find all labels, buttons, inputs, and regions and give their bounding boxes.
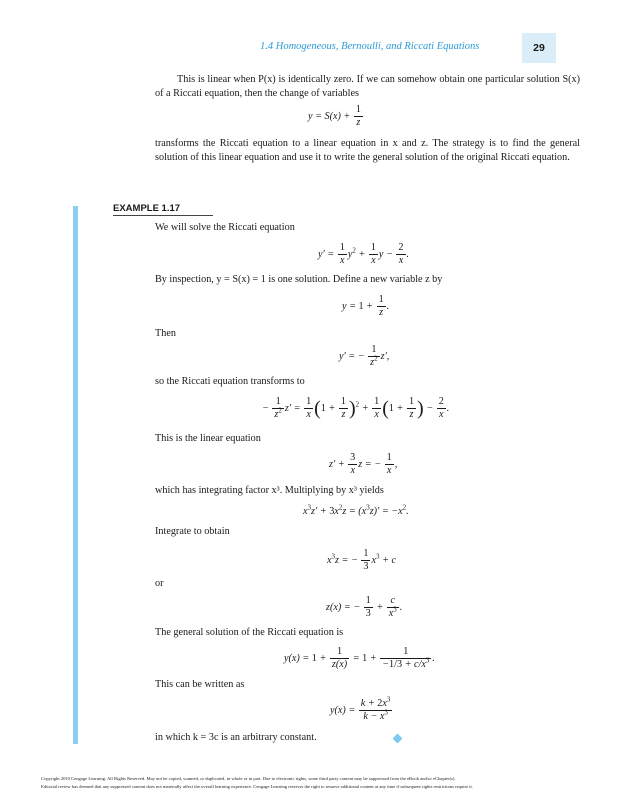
example-line-1: We will solve the Riccati equation <box>155 222 295 233</box>
intro-paragraph-1: This is linear when P(x) is identically zero. If we can somehow obtain one particular solution S(x) of a Riccati equation, then the change of variables <box>155 74 580 99</box>
example-line-9: The general solution of the Riccati equation is <box>155 627 344 638</box>
example-line-4: so the Riccati equation transforms to <box>155 376 305 387</box>
equation-transformed: − $\frac{1}{z^2}$ z′ = $\frac{1}{x}$ (1 + $\frac{1}{z}$ )$^2$ + $\frac{1}{x}$ (1 + $\frac{1}{z}$ ) − $\frac{2}{x}$ . <box>262 396 450 420</box>
example-line-5: This is the linear equation <box>155 433 261 444</box>
equation-final-form: y(x) = $\frac{k + 2x^3}{k - x^3}$ <box>330 695 391 722</box>
example-line-10: This can be written as <box>155 679 245 690</box>
equation-riccati: y′ = $\frac{1}{x}$ $y^2$ + $\frac{1}{x}$ y − $\frac{2}{x}$ . <box>318 242 410 266</box>
example-sidebar-bar <box>73 206 78 744</box>
example-label: EXAMPLE 1.17 <box>113 203 181 214</box>
equation-linear: z′ + $\frac{3}{x}$ z = − $\frac{1}{x}$ , <box>329 452 398 476</box>
running-header: 1.4 Homogeneous, Bernoulli, and Riccati Equations <box>260 41 480 52</box>
example-line-7: Integrate to obtain <box>155 526 230 537</box>
example-label-rule <box>113 215 213 216</box>
equation-substitution: y = S(x) + $\frac{1}{z}$ <box>308 104 361 128</box>
example-line-2: By inspection, y = S(x) = 1 is one solution. Define a new variable z by <box>155 274 443 285</box>
copyright-line-2: Editorial review has deemed that any suppressed content does not materially affect the overall learning experience. Cengage Learning reserves the right to remove additional content at any time if subsequent rights restrictions require it. <box>41 784 473 789</box>
page-number: 29 <box>533 42 545 54</box>
copyright-line-1: Copyright 2010 Cengage Learning. All Rights Reserved. May not be copied, scanned, or duplicated, in whole or in part. Due to electronic rights, some third party content may be suppressed from the eBook and/or eChapter(s). <box>41 776 456 781</box>
example-line-6: which has integrating factor x³. Multiplying by x³ yields <box>155 485 384 496</box>
equation-new-variable: y = 1 + $\frac{1}{z}$ . <box>342 294 390 318</box>
intro-paragraph-2: transforms the Riccati equation to a linear equation in x and z. The strategy is to find the general solution of this linear equation and use it to write the general solution of the original Riccati equation. <box>155 138 580 163</box>
equation-general-solution: y(x) = 1 + $\frac{1}{z(x)}$ = 1 + $\frac{1}{-1/3 + c/x^3}$ . <box>284 646 435 670</box>
equation-z-solution: z(x) = − $\frac{1}{3}$ + $\frac{c}{x^3}$ . <box>326 595 403 619</box>
equation-derivative: y′ = − $\frac{1}{z^2}$ z′, <box>339 344 390 368</box>
equation-multiplied: $x^3z' + 3x^2z = (x^3z)' = -x^2$. <box>303 503 409 517</box>
example-line-11: in which k = 3c is an arbitrary constant. <box>155 732 317 743</box>
example-line-3: Then <box>155 328 176 339</box>
example-line-8: or <box>155 578 164 589</box>
end-of-example-diamond-icon <box>393 734 403 744</box>
equation-integrated: $x^3z$ = − $\frac{1}{3}$ $x^3 + c$ <box>327 548 397 572</box>
